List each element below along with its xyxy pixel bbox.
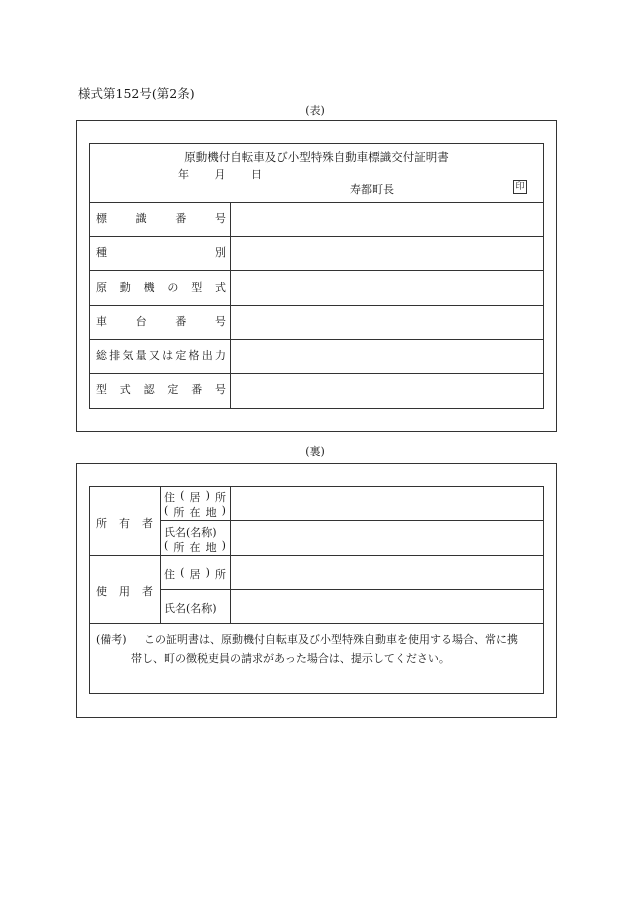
row-label-plate-number: 標 識 番 号 [96, 212, 226, 225]
issuer-name: 寿都町長 [350, 183, 394, 196]
row-label-vehicle-class: 種 別 [96, 246, 226, 259]
date-year-label: 年 [178, 168, 189, 181]
remarks-line-1: この証明書は、原動機付自転車及び小型特殊自動車を使用する場合、常に携 [144, 633, 518, 646]
issue-date [178, 166, 262, 182]
front-row-divider [89, 305, 544, 306]
date-month-label: 月 [214, 168, 226, 181]
row-label-displacement-output: 総 排 気 量 又 は 定 格 出 力 [96, 349, 226, 362]
remarks-label: (備考) [96, 633, 127, 646]
owner-name-label: 氏名(名称) [164, 526, 217, 539]
front-row-divider [89, 270, 544, 271]
user-subrow-divider [160, 589, 544, 590]
owner-address-label: 住 ( 居 ) 所 [164, 489, 226, 504]
front-row-divider [89, 236, 544, 237]
front-row-divider [89, 339, 544, 340]
back-column-divider-2 [230, 486, 231, 623]
date-day-label: 日 [251, 168, 262, 181]
row-label-chassis-number: 車 台 番 号 [96, 315, 226, 328]
certificate-title: 原動機付自転車及び小型特殊自動車標識交付証明書 [184, 150, 449, 164]
front-row-divider [89, 202, 544, 203]
owner-name-location-label: ( 所 在 地 ) [164, 539, 226, 554]
row-label-type-approval-number: 型 式 認 定 番 号 [96, 383, 226, 396]
row-label-engine-model: 原 動 機 の 型 式 [96, 281, 226, 294]
user-address-label: 住 ( 居 ) 所 [164, 566, 226, 581]
seal-mark: 印 [513, 180, 527, 194]
user-name-label: 氏名(名称) [164, 602, 217, 615]
front-column-divider [230, 202, 231, 409]
owner-label: 所 有 者 [96, 517, 153, 530]
front-certificate-table [89, 143, 544, 409]
front-side-label: (表) [305, 104, 325, 117]
remarks-divider [89, 623, 544, 624]
form-number: 様式第152号(第2条) [78, 86, 195, 101]
owner-user-divider [89, 555, 544, 556]
back-column-divider-1 [160, 486, 161, 623]
front-row-divider [89, 373, 544, 374]
back-side-label: (裏) [305, 445, 325, 458]
owner-subrow-divider [160, 520, 544, 521]
remarks-line-2: 帯し、町の徴税吏員の請求があった場合は、提示してください。 [131, 652, 450, 665]
owner-location-label: ( 所 在 地 ) [164, 504, 226, 519]
user-label: 使 用 者 [96, 585, 153, 598]
